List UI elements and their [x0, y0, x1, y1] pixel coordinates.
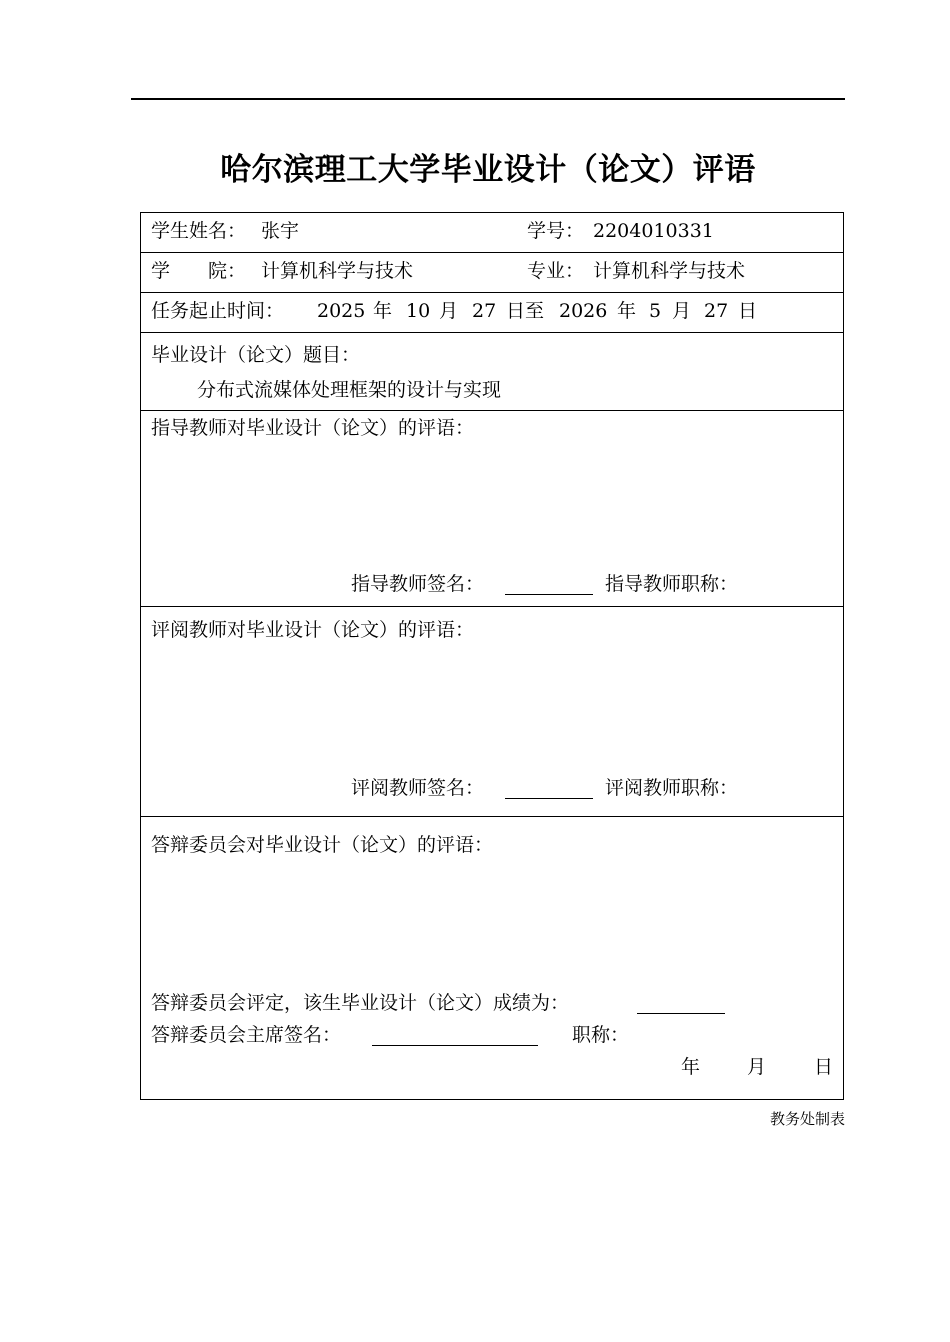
committee-date-month: 月 — [747, 1056, 767, 1078]
committee-date-day: 日 — [814, 1056, 834, 1078]
committee-grade-line[interactable] — [637, 993, 725, 1014]
start-month: 10 — [406, 300, 431, 322]
student-info-row — [141, 213, 843, 253]
start-day-char: 日至 — [506, 300, 545, 322]
start-year-char: 年 — [373, 300, 393, 322]
start-year: 2025 — [317, 300, 366, 322]
student-id-value: 2204010331 — [593, 220, 714, 242]
reviewer-comment-section — [141, 607, 843, 817]
end-month-char: 月 — [672, 300, 692, 322]
start-month-char: 月 — [439, 300, 459, 322]
college-label: 学 院： — [151, 260, 247, 282]
reviewer-signature-label: 评阅教师签名： — [351, 777, 485, 799]
student-name-value: 张宇 — [261, 220, 300, 242]
committee-comment-section — [141, 817, 843, 1099]
advisor-signature-line[interactable] — [505, 574, 593, 595]
advisor-comment-heading: 指导教师对毕业设计（论文）的评语： — [151, 417, 475, 439]
student-name-label: 学生姓名： — [151, 220, 247, 242]
committee-chair-signature-line[interactable] — [372, 1025, 538, 1046]
evaluation-form — [140, 212, 844, 1100]
student-id-label: 学号： — [527, 220, 585, 242]
end-year: 2026 — [559, 300, 608, 322]
college-major-row — [141, 253, 843, 293]
committee-title-label: 职称： — [572, 1024, 630, 1046]
task-period-label: 任务起止时间： — [151, 300, 285, 322]
major-value: 计算机科学与技术 — [593, 260, 746, 282]
committee-comment-heading: 答辩委员会对毕业设计（论文）的评语： — [151, 834, 494, 856]
major-label: 专业： — [527, 260, 585, 282]
advisor-title-label: 指导教师职称： — [605, 573, 739, 595]
end-month: 5 — [649, 300, 662, 322]
start-day: 27 — [472, 300, 497, 322]
college-value: 计算机科学与技术 — [261, 260, 414, 282]
header-rule — [131, 98, 845, 100]
task-period-row — [141, 293, 843, 333]
advisor-signature-label: 指导教师签名： — [351, 573, 485, 595]
end-day: 27 — [704, 300, 729, 322]
committee-date-year: 年 — [681, 1056, 701, 1078]
advisor-comment-section — [141, 411, 843, 607]
page-title: 哈尔滨理工大学毕业设计（论文）评语 — [220, 152, 756, 188]
end-day-char: 日 — [738, 300, 758, 322]
reviewer-comment-heading: 评阅教师对毕业设计（论文）的评语： — [151, 619, 475, 641]
reviewer-title-label: 评阅教师职称： — [605, 777, 739, 799]
footer-note: 教务处制表 — [769, 1110, 845, 1128]
committee-chair-signature-label: 答辩委员会主席签名： — [151, 1024, 342, 1046]
topic-value: 分布式流媒体处理框架的设计与实现 — [197, 379, 502, 401]
end-year-char: 年 — [617, 300, 637, 322]
committee-grade-label: 答辩委员会评定，该生毕业设计（论文）成绩为： — [151, 992, 570, 1014]
topic-row — [141, 333, 843, 411]
topic-label: 毕业设计（论文）题目： — [151, 344, 361, 366]
reviewer-signature-line[interactable] — [505, 778, 593, 799]
